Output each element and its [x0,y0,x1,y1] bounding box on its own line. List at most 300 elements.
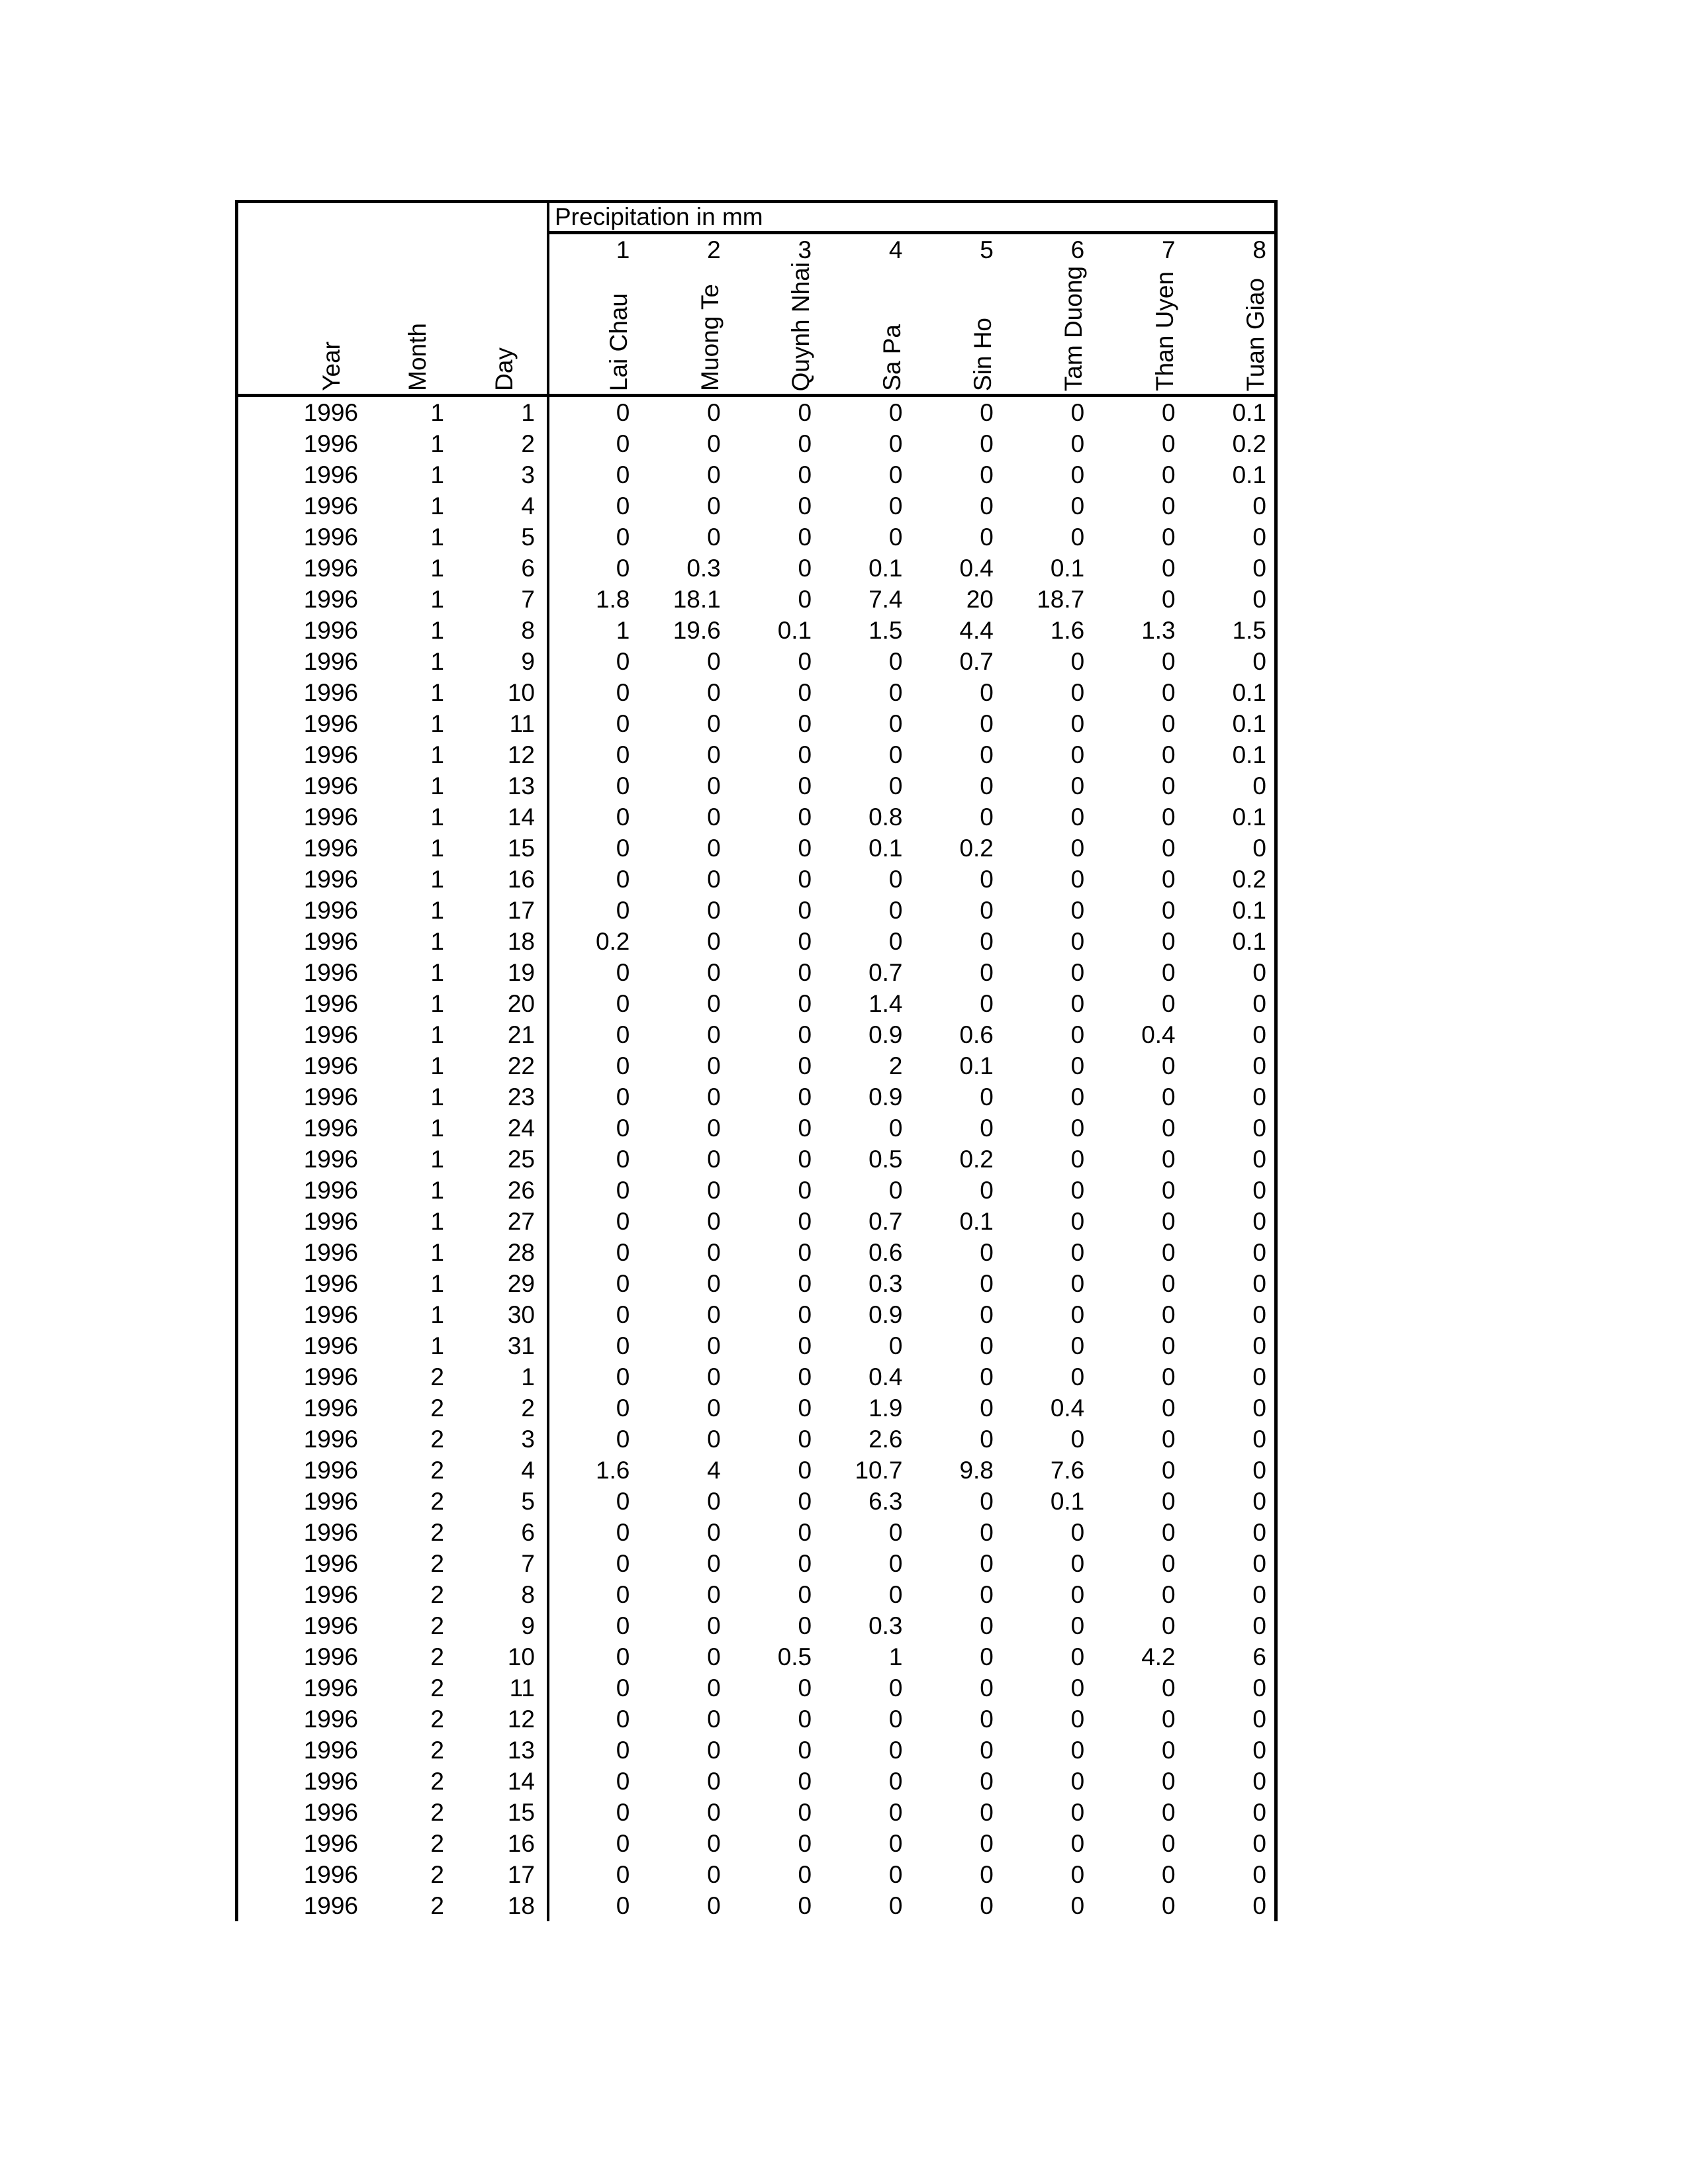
cell-value: 0 [1252,1488,1266,1515]
station-number: 8 [1252,236,1266,263]
cell-value: 0 [707,679,721,706]
cell-value: 0.2 [595,928,630,955]
cell-value: 0 [707,1643,721,1670]
cell-value: 0 [1162,1892,1176,1919]
table-body [238,397,1274,1921]
cell-month: 1 [430,679,444,706]
cell-value: 0 [888,1177,903,1204]
table-title: Precipitation in mm [549,203,1274,234]
cell-month: 1 [430,1177,444,1204]
cell-month: 1 [430,1115,444,1142]
cell-value: 0 [1252,990,1266,1017]
cell-value: 0 [798,679,812,706]
cell-value: 0.7 [868,1208,903,1235]
cell-value: 0 [1162,928,1176,955]
cell-month: 2 [430,1488,444,1515]
cell-value: 0 [1162,461,1176,488]
cell-value: 0 [616,772,630,799]
cell-value: 0 [980,1861,994,1888]
cell-value: 0 [888,1799,903,1826]
header-columns [238,234,1274,394]
cell-value: 0 [616,1021,630,1048]
column-header-month [374,234,460,394]
day-header-label: Day [491,347,518,391]
cell-month: 1 [430,430,444,457]
cell-value: 0 [1070,648,1085,675]
cell-value: 0 [707,1052,721,1079]
cell-value: 0 [616,990,630,1017]
cell-value: 0 [798,586,812,613]
cell-value: 0 [707,461,721,488]
cell-value: 0 [1162,1052,1176,1079]
cell-value: 0 [707,1737,721,1764]
station-number: 2 [707,236,721,263]
cell-value: 0 [707,1768,721,1795]
cell-value: 0 [707,1177,721,1204]
cell-value: 0 [980,1488,994,1515]
cell-value: 0 [1070,990,1085,1017]
cell-value: 0 [798,1301,812,1328]
day-data-divider [547,203,549,1921]
cell-value: 0 [707,959,721,986]
station-number: 5 [980,236,994,263]
table-row [238,553,1274,584]
cell-value: 0.7 [868,959,903,986]
cell-year: 1996 [303,461,358,488]
table-row [238,459,1274,490]
cell-value: 0 [707,523,721,551]
cell-month: 1 [430,990,444,1017]
cell-value: 2.6 [868,1426,903,1453]
cell-value: 0 [1070,1146,1085,1173]
cell-month: 1 [430,1208,444,1235]
cell-year: 1996 [303,1674,358,1702]
cell-value: 0 [1162,1177,1176,1204]
cell-value: 0 [1070,1270,1085,1297]
cell-value: 0 [888,399,903,426]
cell-value: 0 [1252,959,1266,986]
cell-month: 2 [430,1706,444,1733]
cell-value: 0.1 [1232,710,1266,737]
cell-value: 0 [616,1706,630,1733]
cell-value: 0 [616,399,630,426]
station-number: 1 [616,236,630,263]
cell-value: 0 [980,492,994,520]
cell-value: 0 [707,1083,721,1111]
table-row [238,1424,1274,1455]
cell-value: 0 [1162,648,1176,675]
cell-year: 1996 [303,1332,358,1359]
precipitation-table [235,200,1278,1921]
cell-year: 1996 [303,1768,358,1795]
cell-value: 0 [707,1301,721,1328]
cell-value: 0 [1162,990,1176,1017]
cell-value: 0.4 [1141,1021,1176,1048]
cell-value: 0 [980,1892,994,1919]
cell-value: 0 [616,523,630,551]
cell-value: 0 [707,835,721,862]
cell-value: 0 [980,1332,994,1359]
cell-value: 0 [1252,523,1266,551]
cell-value: 0 [1162,1861,1176,1888]
cell-value: 0 [616,648,630,675]
table-row [238,584,1274,615]
cell-value: 0 [616,1488,630,1515]
cell-value: 0 [1162,1581,1176,1608]
cell-value: 0 [1162,1083,1176,1111]
cell-value: 0 [1162,1363,1176,1390]
cell-value: 0 [888,1861,903,1888]
cell-day: 25 [507,1146,535,1173]
cell-value: 6 [1252,1643,1266,1670]
cell-value: 0 [980,1830,994,1857]
cell-value: 0 [707,1674,721,1702]
cell-value: 0 [798,1332,812,1359]
cell-value: 0 [1070,772,1085,799]
cell-month: 2 [430,1892,444,1919]
table-row [238,428,1274,459]
cell-value: 0 [616,741,630,768]
cell-year: 1996 [303,1550,358,1577]
cell-value: 0 [1162,1270,1176,1297]
cell-year: 1996 [303,1021,358,1048]
cell-value: 0 [1070,1643,1085,1670]
cell-value: 0 [888,461,903,488]
cell-value: 0 [980,866,994,893]
cell-value: 0 [798,1674,812,1702]
cell-year: 1996 [303,928,358,955]
cell-value: 0 [1252,1519,1266,1546]
cell-value: 0 [707,1021,721,1048]
cell-value: 0.1 [777,617,812,644]
column-header-station [637,234,728,394]
station-name-label: Lai Chau [605,293,633,391]
cell-value: 0 [798,1146,812,1173]
cell-value: 0 [1162,710,1176,737]
table-row [238,1237,1274,1268]
cell-value: 6.3 [868,1488,903,1515]
cell-value: 0.1 [959,1208,994,1235]
cell-value: 0 [1070,959,1085,986]
cell-month: 1 [430,523,444,551]
table-row [238,1361,1274,1392]
cell-value: 0 [798,959,812,986]
cell-value: 0 [616,461,630,488]
cell-value: 0 [888,1737,903,1764]
cell-value: 0 [798,1799,812,1826]
cell-value: 0 [616,1394,630,1422]
cell-value: 0 [798,1208,812,1235]
cell-year: 1996 [303,1706,358,1733]
cell-month: 1 [430,835,444,862]
cell-value: 0.1 [1050,1488,1085,1515]
cell-value: 0 [616,1581,630,1608]
cell-value: 0 [980,1737,994,1764]
station-name-label: Tuan Giao [1242,277,1269,391]
cell-value: 0 [1070,1581,1085,1608]
cell-year: 1996 [303,741,358,768]
cell-year: 1996 [303,399,358,426]
cell-day: 18 [507,1892,535,1919]
cell-year: 1996 [303,1426,358,1453]
cell-month: 1 [430,710,444,737]
cell-value: 0.1 [1232,928,1266,955]
cell-value: 0 [1162,1146,1176,1173]
cell-month: 1 [430,959,444,986]
cell-value: 0.4 [959,555,994,582]
station-name-label: Tam Duong [1060,265,1088,391]
cell-value: 0 [980,430,994,457]
month-header-label: Month [404,323,431,391]
cell-year: 1996 [303,617,358,644]
cell-value: 0 [888,1830,903,1857]
cell-value: 0 [980,772,994,799]
cell-value: 0 [1070,430,1085,457]
cell-day: 3 [521,1426,535,1453]
cell-value: 0 [707,772,721,799]
table-row [238,646,1274,677]
cell-value: 0 [616,555,630,582]
cell-value: 0 [798,835,812,862]
cell-value: 0 [707,430,721,457]
cell-value: 0 [616,1270,630,1297]
cell-day: 1 [521,1363,535,1390]
cell-day: 5 [521,1488,535,1515]
cell-day: 12 [507,1706,535,1733]
cell-value: 0 [1070,1332,1085,1359]
cell-value: 0 [980,928,994,955]
cell-value: 0 [980,1550,994,1577]
cell-value: 0 [798,866,812,893]
column-header-station [547,234,637,394]
cell-value: 0 [1162,897,1176,924]
cell-value: 0 [1162,835,1176,862]
cell-value: 0 [1162,741,1176,768]
cell-value: 0 [1070,1892,1085,1919]
cell-value: 0 [616,959,630,986]
cell-value: 1.9 [868,1394,903,1422]
table-row [238,1548,1274,1579]
cell-month: 1 [430,803,444,831]
cell-value: 0.4 [1050,1394,1085,1422]
cell-value: 0 [980,1674,994,1702]
cell-value: 0 [707,990,721,1017]
table-row [238,490,1274,522]
cell-day: 8 [521,617,535,644]
cell-value: 0 [616,1550,630,1577]
table-row [238,1455,1274,1486]
cell-month: 1 [430,617,444,644]
cell-value: 0.7 [959,648,994,675]
cell-value: 0 [1162,679,1176,706]
cell-value: 7.4 [868,586,903,613]
cell-value: 0 [1252,1301,1266,1328]
cell-value: 0 [1162,803,1176,831]
cell-value: 0 [616,1239,630,1266]
cell-value: 20 [966,586,994,613]
cell-value: 0 [707,1426,721,1453]
cell-value: 0 [707,399,721,426]
cell-year: 1996 [303,772,358,799]
cell-value: 0 [1252,1768,1266,1795]
cell-value: 0 [1162,1457,1176,1484]
cell-month: 2 [430,1612,444,1639]
cell-year: 1996 [303,1208,358,1235]
cell-day: 18 [507,928,535,955]
column-header-station [1002,234,1092,394]
cell-value: 0 [1070,1115,1085,1142]
cell-month: 1 [430,866,444,893]
cell-value: 0 [1162,1394,1176,1422]
cell-value: 0 [1252,1208,1266,1235]
cell-value: 0 [1252,835,1266,862]
cell-value: 0 [616,710,630,737]
cell-day: 1 [521,399,535,426]
cell-value: 0 [888,741,903,768]
table-row [238,1486,1274,1517]
cell-value: 0 [798,990,812,1017]
table-row [238,801,1274,833]
cell-value: 0 [707,1239,721,1266]
cell-value: 0 [1070,1737,1085,1764]
cell-value: 0 [616,1083,630,1111]
cell-value: 0 [1162,586,1176,613]
cell-value: 0 [1162,1799,1176,1826]
cell-value: 4.2 [1141,1643,1176,1670]
cell-value: 0.9 [868,1301,903,1328]
cell-value: 0 [798,399,812,426]
cell-value: 0 [980,1083,994,1111]
cell-value: 0 [1070,835,1085,862]
table-row [238,864,1274,895]
cell-value: 0 [888,897,903,924]
cell-year: 1996 [303,1861,358,1888]
cell-year: 1996 [303,1519,358,1546]
cell-month: 1 [430,1301,444,1328]
cell-value: 0 [980,1394,994,1422]
cell-value: 0 [798,897,812,924]
cell-value: 0.1 [959,1052,994,1079]
cell-value: 0 [1252,1394,1266,1422]
cell-value: 0 [1070,803,1085,831]
cell-value: 0 [888,523,903,551]
cell-value: 0 [980,1706,994,1733]
cell-value: 0 [798,741,812,768]
table-row [238,1828,1274,1859]
cell-value: 0.1 [1232,461,1266,488]
table-row [238,1579,1274,1610]
cell-value: 0 [798,1488,812,1515]
cell-value: 0 [1162,1208,1176,1235]
cell-value: 0.6 [959,1021,994,1048]
cell-value: 19.6 [673,617,721,644]
cell-year: 1996 [303,990,358,1017]
cell-value: 0 [707,928,721,955]
cell-month: 1 [430,555,444,582]
cell-value: 0 [1070,1363,1085,1390]
cell-day: 13 [507,772,535,799]
cell-value: 0 [616,1892,630,1919]
cell-value: 0 [1252,555,1266,582]
cell-value: 0 [616,1612,630,1639]
cell-value: 18.7 [1037,586,1085,613]
cell-year: 1996 [303,1177,358,1204]
cell-month: 1 [430,399,444,426]
cell-value: 0 [1070,399,1085,426]
cell-value: 0 [707,1550,721,1577]
cell-value: 1.5 [868,617,903,644]
station-number: 4 [888,236,903,263]
cell-value: 0 [798,648,812,675]
cell-day: 19 [507,959,535,986]
cell-value: 0 [616,1674,630,1702]
cell-year: 1996 [303,523,358,551]
table-row [238,1268,1274,1299]
cell-day: 6 [521,1519,535,1546]
cell-month: 1 [430,1270,444,1297]
cell-value: 0 [1252,1146,1266,1173]
cell-value: 0 [798,1457,812,1484]
cell-value: 0 [980,1177,994,1204]
cell-year: 1996 [303,1115,358,1142]
cell-value: 0 [798,492,812,520]
cell-value: 0 [1070,492,1085,520]
cell-value: 0 [1252,1612,1266,1639]
cell-value: 0 [1162,1830,1176,1857]
cell-value: 0 [888,1115,903,1142]
cell-value: 0 [1162,1488,1176,1515]
cell-value: 0.1 [1050,555,1085,582]
cell-value: 0.9 [868,1083,903,1111]
cell-value: 0 [980,710,994,737]
cell-value: 0 [707,1146,721,1173]
cell-value: 0 [888,710,903,737]
cell-value: 0.3 [868,1612,903,1639]
cell-month: 2 [430,1861,444,1888]
cell-year: 1996 [303,1581,358,1608]
cell-day: 2 [521,430,535,457]
table-row [238,926,1274,957]
cell-day: 13 [507,1737,535,1764]
cell-value: 0 [980,399,994,426]
cell-value: 0 [1070,1768,1085,1795]
cell-value: 0 [1070,1208,1085,1235]
cell-value: 0 [707,1208,721,1235]
cell-day: 29 [507,1270,535,1297]
cell-value: 0 [1252,1737,1266,1764]
cell-year: 1996 [303,492,358,520]
cell-value: 0 [798,1581,812,1608]
cell-value: 0 [798,1830,812,1857]
cell-value: 0 [1162,1550,1176,1577]
cell-value: 0 [888,866,903,893]
cell-value: 0 [1252,1457,1266,1484]
cell-value: 0 [707,1363,721,1390]
cell-value: 0 [798,1115,812,1142]
cell-value: 0 [1252,1052,1266,1079]
cell-value: 0 [980,990,994,1017]
cell-month: 1 [430,492,444,520]
cell-value: 0 [1070,1674,1085,1702]
cell-value: 1.5 [1232,617,1266,644]
cell-year: 1996 [303,1270,358,1297]
column-header-day [460,234,547,394]
cell-value: 0 [707,1581,721,1608]
cell-month: 2 [430,1581,444,1608]
cell-value: 0 [980,803,994,831]
cell-value: 0 [616,1426,630,1453]
cell-day: 26 [507,1177,535,1204]
